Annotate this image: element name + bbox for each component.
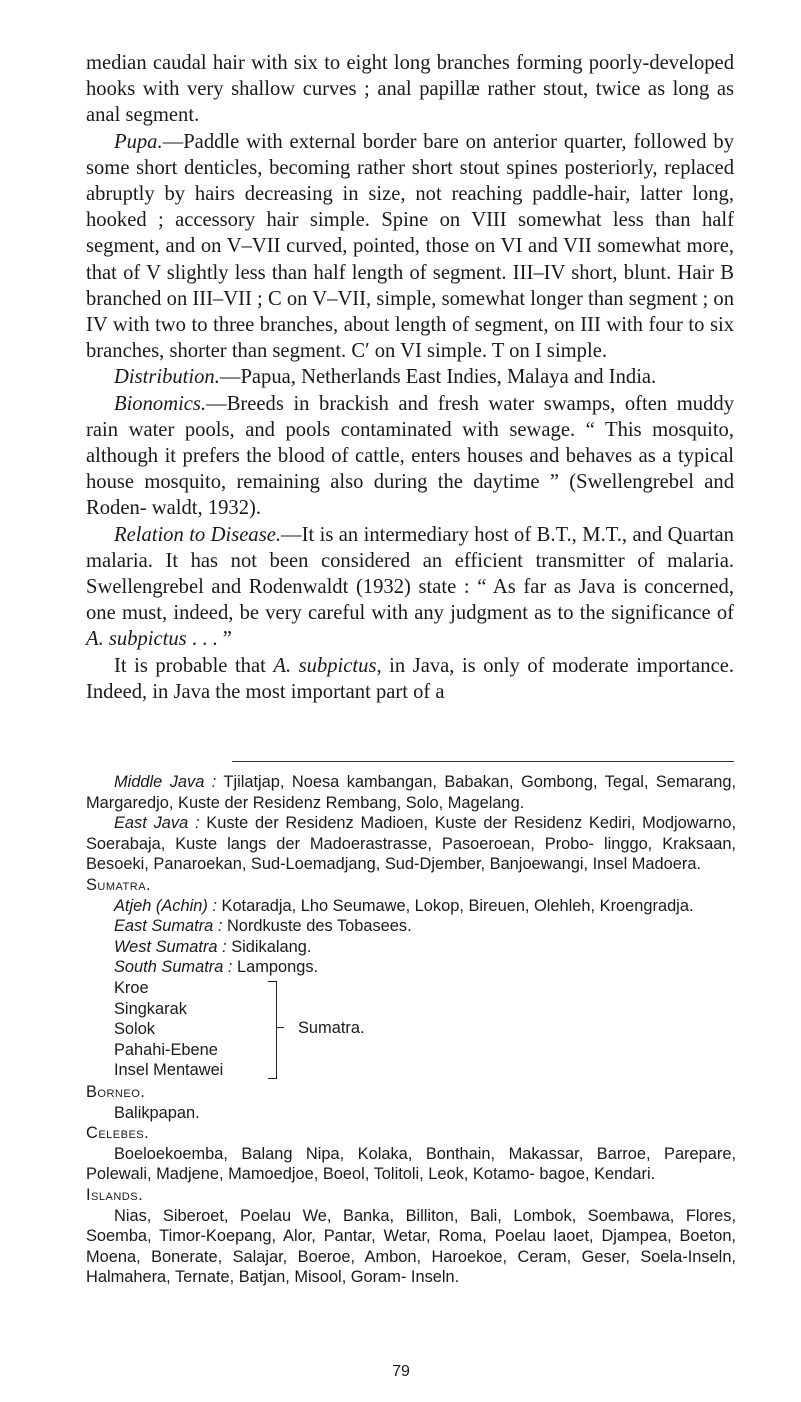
curly-brace xyxy=(268,981,277,1079)
heading-relation-to-disease: Relation to Disease. xyxy=(114,523,281,546)
list-item: Pahahi-Ebene xyxy=(114,1040,218,1059)
braced-locality-group xyxy=(86,978,736,1082)
paragraph-relation-to-disease: Relation to Disease.—It is an intermediary host of B.T., M.T., and Quartan malaria. It has not been considered an efficient transmitter of malaria. Swellengrebel and Rodenwaldt (1932) state : “ As far as Java is concerned, one must, indeed, be very careful with any judgment as to the significance of A. subpictus . . . ” xyxy=(86,523,734,651)
region-heading-islands: Islands. xyxy=(86,1185,144,1204)
locality-south-sumatra: South Sumatra : Lampongs. xyxy=(114,958,319,977)
paragraph-bionomics: Bionomics.—Breeds in brackish and fresh water swamps, often muddy rain water pools, and pools contaminated with sewage. “ This mosquito, although it prefers the blood of cattle, enters houses and behaves as a typical house mosquito, remaining also during the daytime ” (Swellengrebel and Roden- waldt, 1932). xyxy=(86,392,734,520)
list-item: Insel Mentawei xyxy=(114,1061,224,1080)
paragraph-importance: It is probable that A. subpictus, in Java, is only of moderate importance. Indeed, in Java the most important part of a xyxy=(86,654,734,703)
heading-distribution: Distribution. xyxy=(114,366,220,389)
page-number: 79 xyxy=(392,1363,410,1380)
region-heading-celebes: Celebes. xyxy=(86,1124,150,1143)
list-item: Kroe xyxy=(114,978,149,997)
locality-celebes: Boeloekoemba, Balang Nipa, Kolaka, Bonthain, Makassar, Barroe, Parepare, Polewali, Madjene, Mamoedjoe, Boeol, Tolitoli, Leok, Kotamo- bagoe, Kendari. xyxy=(86,1144,736,1184)
curly-brace-tip xyxy=(276,1027,284,1028)
heading-pupa: Pupa. xyxy=(114,130,163,153)
footnote-divider xyxy=(232,761,734,762)
locality-islands: Nias, Siberoet, Poelau We, Banka, Billiton, Bali, Lombok, Soembawa, Flores, Soemba, Timor-Koepang, Alor, Pantar, Wetar, Roma, Poelau laoet, Djampea, Boeton, Moena, Bonerate, Salajar, Boeroe, Ambon, Haroekoe, Ceram, Geser, Soela-Inseln, Halmahera, Ternate, Batjan, Misool, Goram- Inseln. xyxy=(86,1206,736,1287)
footnote-localities xyxy=(86,772,736,1288)
locality-east-java: East Java : Kuste der Residenz Madioen, Kuste der Residenz Kediri, Modjowarno, Soerabaja, Kuste langs der Madoerastrasse, Pasoeroean, Probo- linggo, Kraksaan, Besoeki, Panaroekan, Sud-Loemadjang, Sud-Djember, Banjoewangi, Insel Madoera. xyxy=(86,814,736,874)
species-name: A. subpictus xyxy=(86,628,187,651)
braced-locality-list xyxy=(114,978,736,1081)
locality-west-sumatra: West Sumatra : Sidikalang. xyxy=(114,937,312,956)
paragraph-larva-end: median caudal hair with six to eight long branches forming poorly-developed hooks with very shallow curves ; anal papillæ rather stout, twice as long as anal segment. xyxy=(86,52,734,127)
region-heading-sumatra: Sumatra. xyxy=(86,875,152,894)
species-name: A. subpictus xyxy=(273,654,377,677)
list-item: Singkarak xyxy=(114,999,187,1018)
locality-borneo: Balikpapan. xyxy=(114,1103,200,1122)
region-heading-borneo: Borneo. xyxy=(86,1082,146,1101)
list-item: Solok xyxy=(114,1020,156,1039)
paragraph-distribution: Distribution.—Papua, Netherlands East Indies, Malaya and India. xyxy=(114,366,657,389)
heading-bionomics: Bionomics. xyxy=(114,392,207,415)
paragraph-pupa: Pupa.—Paddle with external border bare on anterior quarter, followed by some short denticles, becoming rather short stout spines posteriorly, replaced abruptly by hairs decreasing in size, not reaching paddle-hair, latter long, hooked ; accessory hair simple. Spine on VIII somewhat less than half segment, and on V–VII curved, pointed, those on VI and VII somewhat more, that of V slightly less than half length of segment. III–IV short, blunt. Hair B branched on III–VII ; C on V–VII, simple, somewhat longer than segment ; on IV with two to three branches, about length of segment, on III with four to six branches, shorter than segment. C′ on VI simple. T on I simple. xyxy=(86,130,734,363)
main-text xyxy=(86,50,734,705)
locality-east-sumatra: East Sumatra : Nordkuste des Tobasees. xyxy=(114,917,412,936)
locality-middle-java: Middle Java : Tjilatjap, Noesa kambangan, Babakan, Gombong, Tegal, Semarang, Margaredjo, Kuste der Residenz Rembang, Solo, Magelang. xyxy=(86,773,736,812)
braced-group-label: Sumatra. xyxy=(298,1018,365,1037)
locality-atjeh: Atjeh (Achin) : Kotaradja, Lho Seumawe, Lokop, Bireuen, Olehleh, Kroengradja. xyxy=(114,896,694,915)
